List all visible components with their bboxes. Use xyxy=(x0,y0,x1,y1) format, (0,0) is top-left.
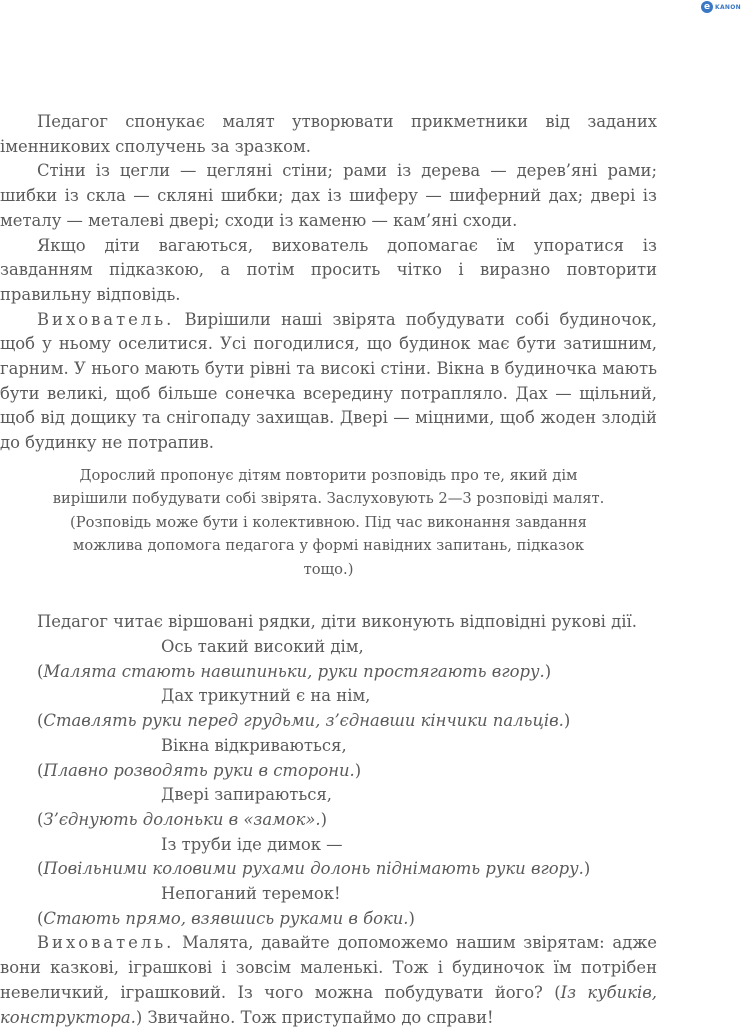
poem-action: (Плавно розводять руки в сторони.) xyxy=(37,760,362,780)
teacher-note: Дорослий пропонує дітям повторити розповідь про те, який дім вирішили побудувати собі звірята. Заслуховують 2—3 розповіді малят. (Розповідь може бути і колективною. Під час виконання завдання можлива допомога педагога у формі навідних запитань, підказок тощо.) xyxy=(52,466,605,578)
paragraph-2: Стіни із цегли — цегляні стіни; рами із дерева — дерев’яні рами; шибки із скла — скляні шибки; дах із шиферу — шиферний дах; двері із металу — металеві двері; сходи із каменю — кам’яні сходи. xyxy=(0,161,657,230)
poem-action: (Ставлять руки перед грудьми, з’єднавши кінчики пальців.) xyxy=(37,711,571,731)
poem-intro: Педагог читає віршовані рядки, діти виконують відповідні рукові дії. xyxy=(37,612,637,632)
poem-verse: Із труби іде димок — xyxy=(161,834,343,854)
paragraph-3: Якщо діти вагаються, вихователь допомагає їм упоратися із завданням підказкою, а потім просить чітко і виразно повторити правильну відповідь. xyxy=(0,235,657,304)
poem-action: (З’єднують долоньки в «замок».) xyxy=(37,809,328,829)
poem-action: (Стають прямо, взявшись руками в боки.) xyxy=(37,908,415,928)
speaker-label: Вихователь. xyxy=(37,309,175,329)
poem-verse: Непоганий теремок! xyxy=(161,884,341,904)
poem-verse: Ось такий високий дім, xyxy=(161,637,364,657)
poem-verse: Двері запираються, xyxy=(161,785,333,805)
logo-e-icon: e xyxy=(701,1,713,13)
paragraph-1: Педагог спонукає малят утворювати прикметники від заданих іменникових сполучень за зразком. xyxy=(0,112,657,156)
logo-wordmark: KANON xyxy=(715,3,741,11)
publisher-logo xyxy=(701,0,747,14)
poem-verse: Дах трикутний є на нім, xyxy=(161,686,371,706)
page-body xyxy=(0,110,657,1030)
paragraph-4 xyxy=(0,308,657,456)
poem-action: (Повільними коловими рухами долонь піднімають руки вгору.) xyxy=(37,859,591,879)
poem xyxy=(0,635,657,931)
speaker-label: Вихователь. xyxy=(37,933,175,953)
poem-verse: Вікна відкриваються, xyxy=(161,735,347,755)
poem-action: (Малята стають навшпиньки, руки простягають вгору.) xyxy=(37,661,552,681)
final-paragraph: Вихователь. Малята, давайте допоможемо нашим звірятам: адже вони казкові, іграшкові і зовсім маленькі. Тож і будиночок їм потрібен невеличкий, іграшковий. Із чого можна побудувати його? (Із кубиків, конструктора.) Звичайно. Тож приступаймо до справи! xyxy=(0,933,657,1027)
paragraph-4-text: Вирішили наші звірята побудувати собі будиночок, щоб у ньому оселитися. Усі погодилися, що будинок має бути затишним, гарним. У нього мають бути рівні та високі стіни. Вікна в будиночка мають бути великі, щоб більше сонечка всередину потрапляло. Дах — щільний, щоб від дощику та снігопаду захищав. Двері — міцними, щоб жоден злодій до будинку не потрапив. xyxy=(0,309,657,453)
